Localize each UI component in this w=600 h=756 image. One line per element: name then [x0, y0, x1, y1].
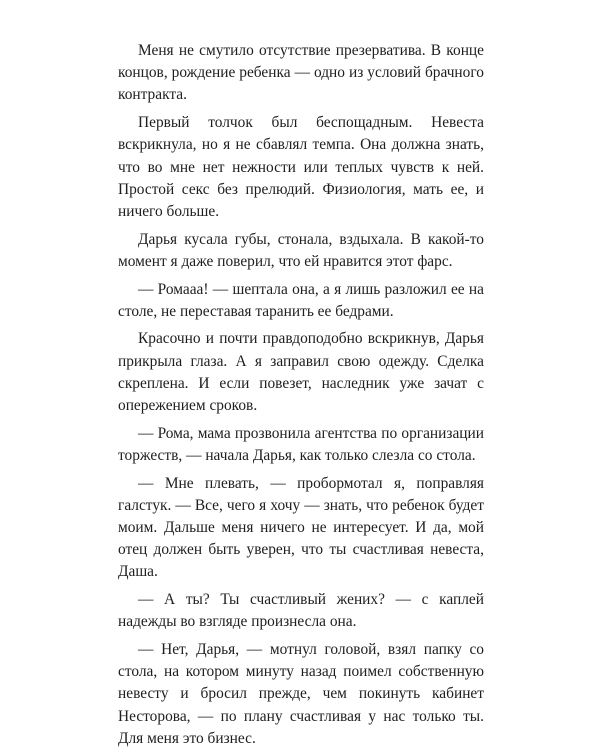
book-page-text: [118, 40, 484, 756]
paragraph-6: — Рома, мама прозвонила агентства по организации торжеств, — начала Дарья, как только слезла со стола.: [118, 424, 484, 464]
paragraph-4: — Ромааа! — шептала она, а я лишь разложил ее на столе, не переставая таранить ее бедрами.: [118, 280, 484, 320]
paragraph-8: — А ты? Ты счастливый жених? — с каплей надежды во взгляде произнесла она.: [118, 591, 484, 631]
paragraph-9: — Нет, Дарья, — мотнул головой, взял папку со стола, на котором минуту назад поимел собственную невесту и бросил прежде, чем покинуть кабинет Несторова, — по плану счастливая у нас только ты. Для меня это бизнес.: [118, 641, 484, 747]
paragraph-1: Меня не смутило отсутствие презерватива. В конце концов, рождение ребенка — одно из условий брачного контракта.: [118, 42, 484, 104]
paragraph-2: Первый толчок был беспощадным. Невеста вскрикнула, но я не сбавлял темпа. Она должна знать, что во мне нет нежности или теплых чувств к ней. Простой секс без прелюдий. Физиология, мать ее, и ничего больше.: [118, 114, 484, 220]
paragraph-7: — Мне плевать, — пробормотал я, поправляя галстук. — Все, чего я хочу — знать, что ребенок будет моим. Дальше меня ничего не интересует. И да, мой отец должен быть уверен, что ты счастливая невеста, Даша.: [118, 474, 484, 581]
paragraph-3: Дарья кусала губы, стонала, вздыхала. В какой-то момент я даже поверил, что ей нравится этот фарс.: [118, 230, 484, 270]
paragraph-5: Красочно и почти правдоподобно вскрикнув, Дарья прикрыла глаза. А я заправил свою одежду. Сделка скреплена. И если повезет, наследник уже зачат с опережением сроков.: [118, 330, 484, 415]
